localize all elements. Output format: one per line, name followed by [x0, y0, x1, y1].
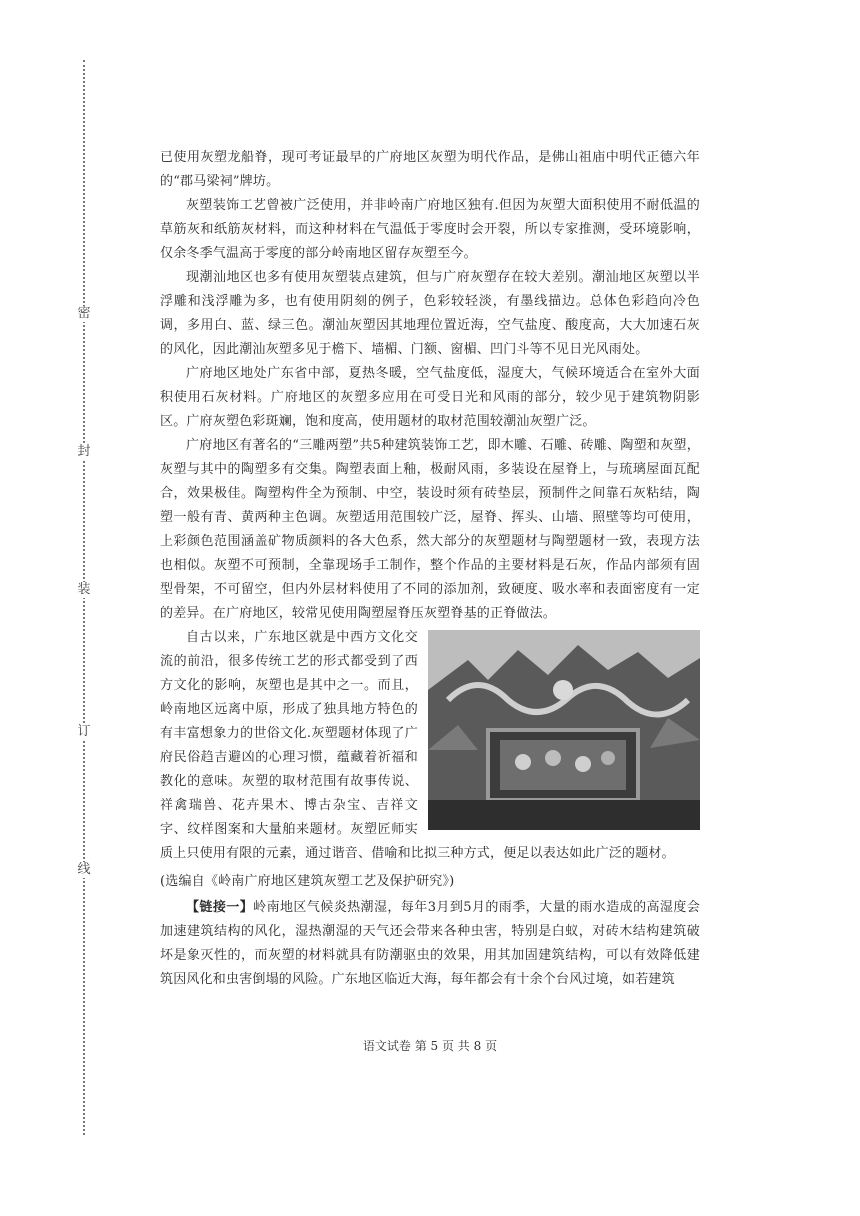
- link-one-label: 【链接一】: [186, 900, 254, 915]
- source-citation: (选编自《岭南广府地区建筑灰塑工艺及保护研究》): [160, 874, 455, 889]
- link-one-paragraph: [160, 896, 700, 992]
- binding-char-feng: 封: [77, 444, 91, 459]
- binding-char-xian: 线: [77, 862, 91, 877]
- page-footer: 语文试卷 第 5 页 共 8 页: [362, 1039, 498, 1053]
- lime-sculpture-photo: [428, 630, 700, 830]
- paragraph-6: 自古以来，广东地区就是中西方文化交流的前沿，很多传统工艺的形式都受到了西方文化的影响，灰塑也是其中之一。而且，岭南地区远离中原，形成了独具地方特色的有丰富想象力的世俗文化.灰塑题材体现了广府民俗趋吉避凶的心理习惯，蕴藏着祈福和教化的意味。灰塑的取材范围有故事传说、祥禽瑞兽、花卉果木、博古杂宝、吉祥文字、纹样图案和大量舶来题材。灰塑匠师实质上只使用有限的元素，通过谐音、借喻和比拟三种方式，便足以表达如此广泛的题材。: [160, 630, 675, 861]
- paragraph-3: 现潮汕地区也多有使用灰塑装点建筑，但与广府灰塑存在较大差别。潮汕地区灰塑以半浮雕和浅浮雕为多，也有使用阴刻的例子，色彩较轻淡，有墨线描边。总体色彩趋向冷色调，多用白、蓝、绿三色。潮汕灰塑因其地理位置近海，空气盐度、酸度高，大大加速石灰的风化，因此潮汕灰塑多见于檐下、墙楣、门额、窗楣、凹门斗等不见日光风雨处。: [160, 270, 700, 357]
- paragraph-1: 已使用灰塑龙船脊，现可考证最早的广府地区灰塑为明代作品，是佛山祖庙中明代正德六年的“郡马梁祠”牌坊。: [160, 150, 700, 189]
- article-body: [160, 146, 700, 992]
- paragraph-4: 广府地区地处广东省中部，夏热冬暖，空气盐度低，湿度大，气候环境适合在室外大面积使用石灰材料。广府地区的灰塑多应用在可受日光和风雨的部分，较少见于建筑物阴影区。广府灰塑色彩斑斓，饱和度高，使用题材的取材范围较潮汕灰塑广泛。: [160, 366, 700, 429]
- binding-char-ding: 订: [77, 724, 91, 739]
- link-one-text: 岭南地区气候炎热潮湿，每年3月到5月的雨季，大量的雨水造成的高湿度会加速建筑结构的风化，湿热潮湿的天气还会带来各种虫害，特别是白蚁，对砖木结构建筑破坏是象灭性的，而灰塑的材料就具有防潮驱虫的效果，用其加固建筑结构，可以有效降低建筑因风化和虫害倒塌的风险。广东地区临近大海，每年都会有十余个台风过境，如若建筑: [160, 900, 700, 987]
- binding-char-mi: 密: [77, 306, 91, 321]
- binding-char-zhuang: 装: [77, 582, 91, 597]
- paragraph-2: 灰塑装饰工艺曾被广泛使用，并非岭南广府地区独有.但因为灰塑大面积使用不耐低温的草筋灰和纸筋灰材料，而这种材料在气温低于零度时会开裂，所以专家推测，受环境影响，仅余冬季气温高于零度的部分岭南地区留存灰塑至今。: [160, 198, 700, 261]
- lime-sculpture-illustration: [428, 630, 700, 830]
- paragraph-5: 广府地区有著名的“三雕两塑”共5种建筑装饰工艺，即木雕、石雕、砖雕、陶塑和灰塑，灰塑与其中的陶塑多有交集。陶塑表面上釉，极耐风雨，多装设在屋脊上，与琉璃屋面瓦配合，效果极佳。陶塑构件全为预制、中空，装设时须有砖垫层，预制件之间靠石灰粘结，陶塑一般有青、黄两种主色调。灰塑适用范围较广泛，屋脊、挥头、山墙、照壁等均可使用，上彩颜色范围涵盖矿物质颜料的各大色系，然大部分的灰塑题材与陶塑题材一致，表现方法也相似。灰塑不可预制，全靠现场手工制作，整个作品的主要材料是石灰，作品内部须有固型骨架，不可留空，但内外层材料使用了不同的添加剂，致硬度、吸水率和表面密度有一定的差异。在广府地区，较常见使用陶塑屋脊压灰塑脊基的正脊做法。: [160, 438, 700, 621]
